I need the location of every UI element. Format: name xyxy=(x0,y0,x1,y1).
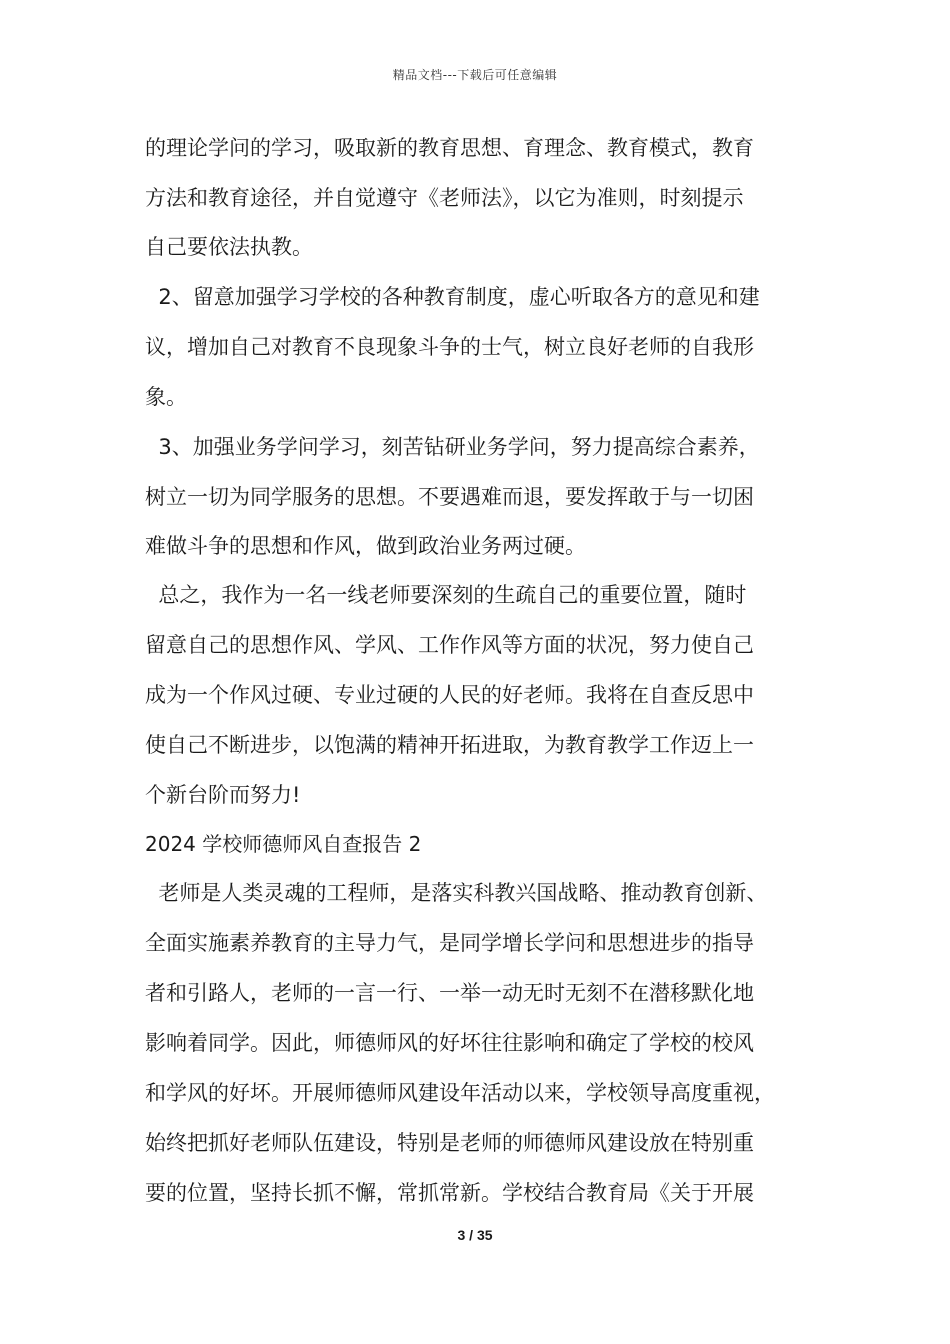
body-line: 总之，我作为一名一线老师要深刻的生疏自己的重要位置，随时 xyxy=(145,583,747,607)
body-line: 议，增加自己对教育不良现象斗争的士气，树立良好老师的自我形 xyxy=(145,335,754,359)
body-line: 难做斗争的思想和作风，做到政治业务两过硬。 xyxy=(145,534,586,558)
section-heading: 2024 学校师德师风自查报告 2 xyxy=(145,832,422,856)
page-header: 精品文档---下载后可任意编辑 xyxy=(392,68,558,82)
body-line: 3、加强业务学问学习，刻苦钻研业务学问，努力提高综合素养， xyxy=(145,435,760,459)
body-line: 老师是人类灵魂的工程师，是落实科教兴国战略、推动教育创新、 xyxy=(145,881,768,905)
body-line: 使自己不断进步，以饱满的精神开拓进取，为教育教学工作迈上一 xyxy=(145,733,754,757)
body-line: 留意自己的思想作风、学风、工作作风等方面的状况，努力使自己 xyxy=(145,633,754,657)
body-line: 始终把抓好老师队伍建设，特别是老师的师德师风建设放在特别重 xyxy=(145,1131,754,1155)
body-line: 象。 xyxy=(145,385,187,409)
body-line: 自己要依法执教。 xyxy=(145,235,313,259)
body-line: 的理论学问的学习，吸取新的教育思想、育理念、教育模式，教育 xyxy=(145,136,754,160)
body-line: 个新台阶而努力! xyxy=(145,783,301,807)
body-line: 树立一切为同学服务的思想。不要遇难而退，要发挥敢于与一切困 xyxy=(145,485,754,509)
body-line: 全面实施素养教育的主导力气，是同学增长学问和思想进步的指导 xyxy=(145,931,754,955)
body-line: 要的位置，坚持长抓不懈，常抓常新。学校结合教育局《关于开展 xyxy=(145,1181,754,1205)
body-line: 方法和教育途径，并自觉遵守《老师法》，以它为准则，时刻提示 xyxy=(145,186,744,210)
page-indicator: 3 / 35 xyxy=(457,1227,493,1243)
body-line: 成为一个作风过硬、专业过硬的人民的好老师。我将在自查反思中 xyxy=(145,683,754,707)
body-line: 影响着同学。因此，师德师风的好坏往往影响和确定了学校的校风 xyxy=(145,1031,754,1055)
body-line: 2、留意加强学习学校的各种教育制度，虚心听取各方的意见和建 xyxy=(145,285,760,309)
body-line: 者和引路人，老师的一言一行、一举一动无时无刻不在潜移默化地 xyxy=(145,981,754,1005)
body-line: 和学风的好坏。开展师德师风建设年活动以来，学校领导高度重视， xyxy=(145,1081,775,1105)
